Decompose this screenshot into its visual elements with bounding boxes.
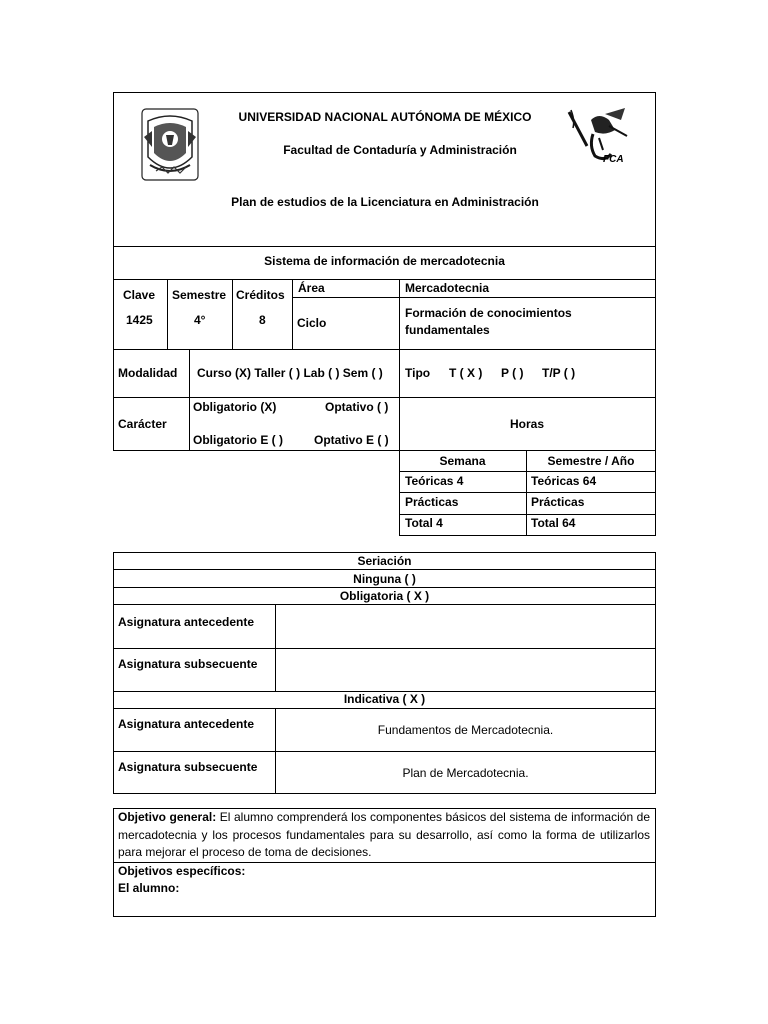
obligatorio: Obligatorio (X) — [193, 400, 277, 414]
tipo-label: Tipo — [405, 366, 431, 380]
modalidad-label: Modalidad — [118, 366, 178, 380]
divider — [167, 279, 168, 349]
university-name: UNIVERSIDAD NACIONAL AUTÓNOMA DE MÉXICO — [238, 110, 532, 124]
divider — [113, 708, 656, 709]
faculty-name: Facultad de Contaduría y Administración — [283, 143, 517, 157]
ind-antecedente-label: Asignatura antecedente — [118, 717, 255, 731]
divider — [189, 349, 190, 451]
divider — [275, 708, 276, 794]
hours-cell: Teóricas 64 — [531, 474, 597, 488]
seriacion-title: Seriación — [357, 554, 412, 568]
hours-cell: Total 4 — [405, 516, 443, 530]
optativo-e: Optativo E ( ) — [314, 433, 389, 447]
divider — [113, 569, 656, 570]
obligatoria: Obligatoria ( X ) — [339, 589, 430, 603]
ninguna: Ninguna ( ) — [353, 572, 416, 586]
modalidad-value: Curso (X) Taller ( ) Lab ( ) Sem ( ) — [197, 366, 383, 380]
divider — [113, 604, 656, 605]
hours-cell: Teóricas 4 — [405, 474, 464, 488]
objetivo-general-text: El alumno comprenderá los componentes básicos del sistema de información de mercadotecnia y los procesos fundamentales para su desarrollo, así como la forma de utilizarlos para mejorar el proceso de toma de decisiones. — [118, 810, 651, 859]
clave-label: Clave — [123, 288, 156, 302]
divider — [232, 279, 233, 349]
tipo-p: P ( ) — [501, 366, 524, 380]
el-alumno-label: El alumno: — [118, 881, 180, 895]
clave-value: 1425 — [126, 313, 153, 327]
obligatorio-e: Obligatorio E ( ) — [193, 433, 283, 447]
creditos-label: Créditos — [236, 288, 285, 302]
semestre-value: 4° — [194, 313, 206, 327]
col-semestre: Semestre / Año — [547, 454, 635, 468]
hours-cell: Prácticas — [531, 495, 585, 509]
tipo-t: T ( X ) — [449, 366, 483, 380]
divider — [113, 751, 656, 752]
objetivo-general-label: Objetivo general: — [118, 810, 217, 824]
unam-seal-logo — [140, 107, 200, 182]
antecedente-label: Asignatura antecedente — [118, 615, 255, 629]
objetivos-especificos-label: Objetivos específicos: — [118, 864, 246, 878]
fca-logo — [565, 106, 635, 176]
ciclo-label: Ciclo — [297, 316, 327, 330]
divider — [275, 604, 276, 691]
divider — [113, 862, 656, 863]
ciclo-value-line1: Formación de conocimientos — [405, 306, 572, 320]
horas-label: Horas — [510, 417, 545, 431]
divider — [399, 514, 656, 515]
caracter-label: Carácter — [118, 417, 167, 431]
ind-subsecuente-label: Asignatura subsecuente — [118, 760, 258, 774]
course-title: Sistema de información de mercadotecnia — [264, 254, 505, 268]
ind-subsecuente-value: Plan de Mercadotecnia. — [402, 766, 529, 780]
divider — [399, 492, 656, 493]
divider — [399, 279, 400, 451]
divider — [113, 349, 656, 350]
divider — [113, 648, 656, 649]
hours-cell: Total 64 — [531, 516, 576, 530]
creditos-value: 8 — [259, 313, 266, 327]
hours-cell: Prácticas — [405, 495, 459, 509]
area-value: Mercadotecnia — [405, 281, 490, 295]
divider — [292, 297, 656, 298]
divider — [113, 397, 656, 398]
divider — [113, 587, 656, 588]
divider — [399, 471, 656, 472]
ciclo-value-line2: fundamentales — [405, 323, 490, 337]
optativo: Optativo ( ) — [325, 400, 389, 414]
semestre-label: Semestre — [172, 288, 227, 302]
subsecuente-label: Asignatura subsecuente — [118, 657, 258, 671]
tipo-tp: T/P ( ) — [542, 366, 576, 380]
fca-logo-text: FCA — [603, 154, 624, 165]
col-semana: Semana — [439, 454, 486, 468]
divider — [113, 246, 656, 247]
divider — [292, 279, 293, 349]
ind-antecedente-value: Fundamentos de Mercadotecnia. — [377, 723, 554, 737]
plan-title: Plan de estudios de la Licenciatura en Administración — [231, 195, 539, 209]
area-label: Área — [298, 281, 325, 295]
objetivo-general — [118, 809, 650, 862]
divider — [113, 279, 656, 280]
indicativa: Indicativa ( X ) — [343, 692, 426, 706]
